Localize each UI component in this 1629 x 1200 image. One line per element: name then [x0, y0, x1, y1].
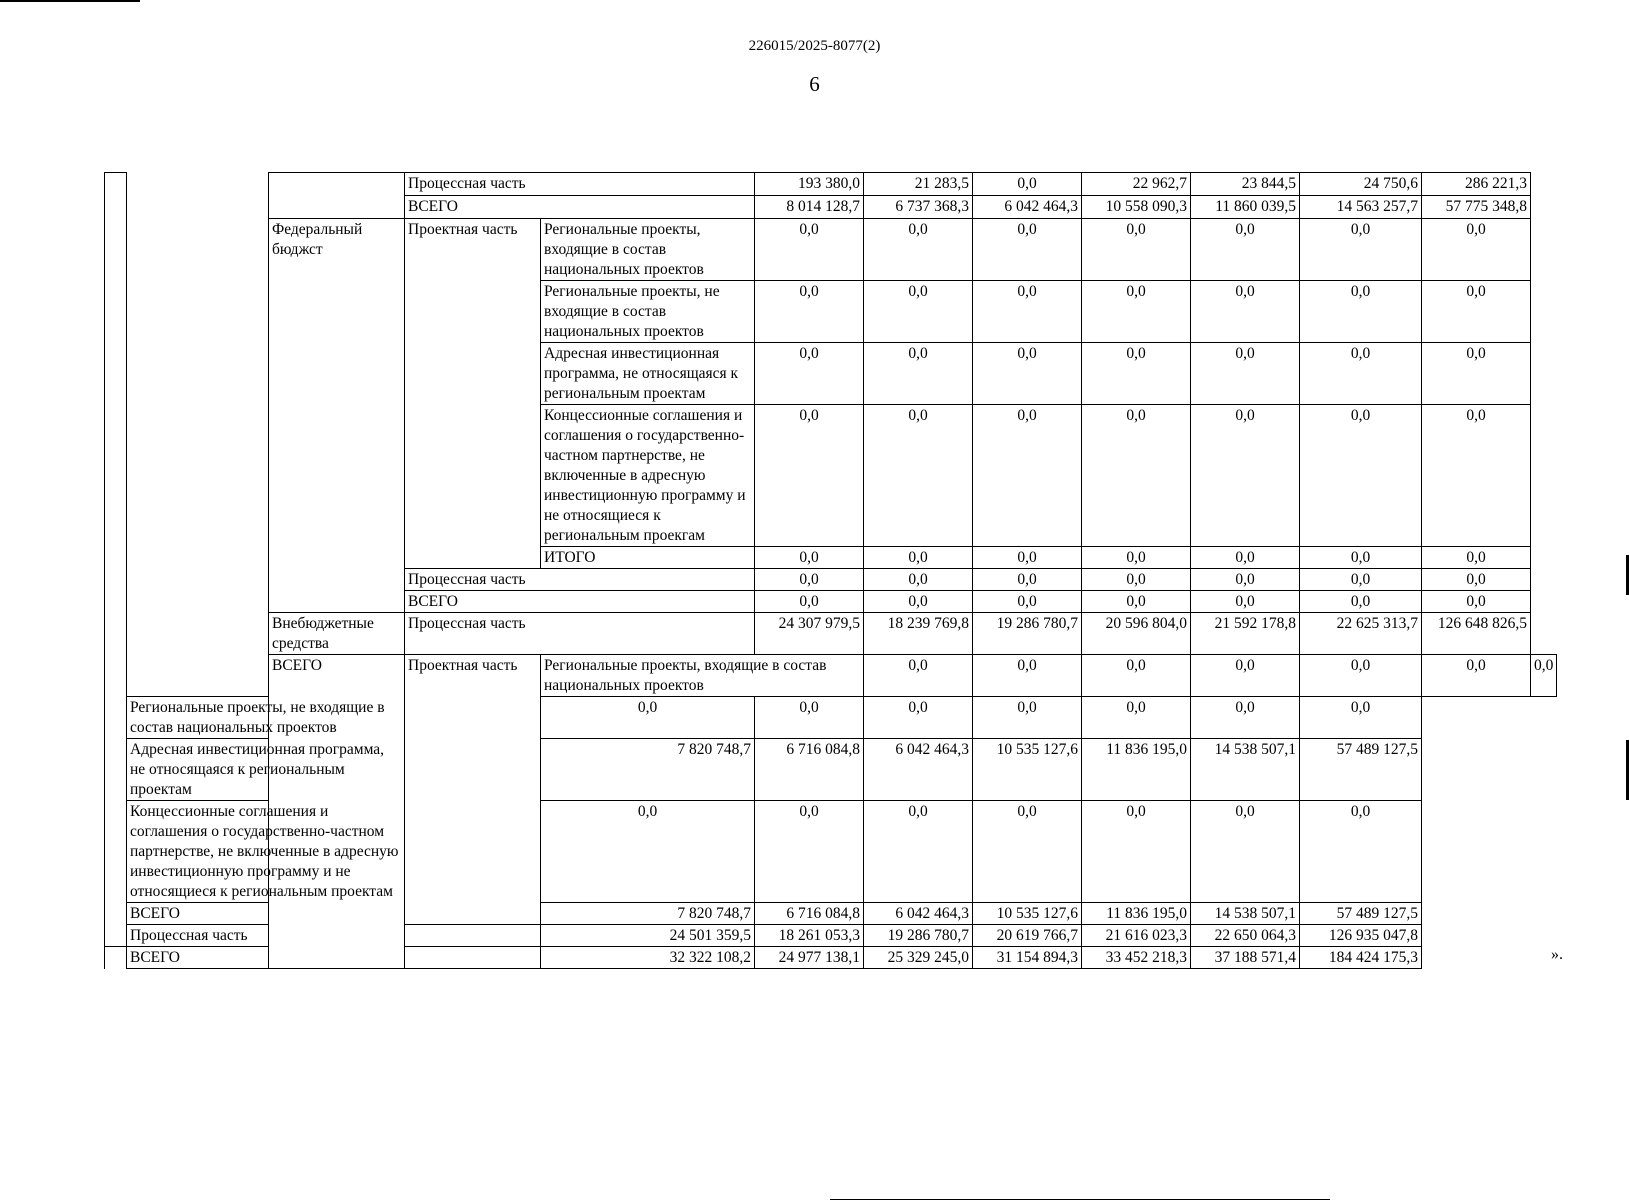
project-part-label: Проектная часть	[405, 655, 541, 925]
table-row	[105, 903, 1557, 925]
value-cell: 0,0	[1300, 591, 1422, 613]
value-cell: 0,0	[973, 801, 1082, 903]
value-cell: 57 775 348,8	[1422, 196, 1531, 219]
value-cell: 0,0	[864, 801, 973, 903]
value-cell: 33 452 218,3	[1082, 947, 1191, 969]
row-label: Региональные проекты, не входящие в состав национальных проектов	[541, 281, 755, 343]
value-cell: 24 750,6	[1300, 173, 1422, 196]
value-cell: 0,0	[1422, 219, 1531, 281]
value-cell: 0,0	[1082, 801, 1191, 903]
value-cell: 18 239 769,8	[864, 613, 973, 655]
value-cell: 0,0	[1300, 405, 1422, 547]
value-cell: 7 820 748,7	[541, 739, 755, 801]
value-cell: 0,0	[1191, 655, 1300, 697]
value-cell: 23 844,5	[1191, 173, 1300, 196]
row-label: Концессионные соглашения и соглашения о государственно-частном партнерстве, не включенные в адресную инвестиционную программу и не относящиеся к региональным проекгам	[541, 405, 755, 547]
value-cell: 25 329 245,0	[864, 947, 973, 969]
value-cell: 0,0	[973, 547, 1082, 569]
value-cell: 0,0	[973, 569, 1082, 591]
value-cell: 126 935 047,8	[1300, 925, 1422, 947]
row-label: Адресная инвестиционная программа, не относящаяся к региональным проектам	[541, 343, 755, 405]
value-cell: 14 538 507,1	[1191, 903, 1300, 925]
value-cell: 6 042 464,3	[973, 196, 1082, 219]
value-cell: 0,0	[1191, 281, 1300, 343]
value-cell: 0,0	[1191, 405, 1300, 547]
value-cell: 0,0	[1300, 219, 1422, 281]
value-cell: 0,0	[1300, 569, 1422, 591]
value-cell: 0,0	[1082, 569, 1191, 591]
row-label: Процессная часть	[405, 569, 755, 591]
table-row	[105, 655, 1557, 697]
value-cell: 0,0	[973, 281, 1082, 343]
value-cell: 0,0	[1082, 405, 1191, 547]
value-cell: 0,0	[1422, 547, 1531, 569]
row-label: Адресная инвестиционная программа, не относящаяся к региональным проектам	[127, 739, 405, 801]
value-cell: 0,0	[864, 591, 973, 613]
value-cell: 24 977 138,1	[755, 947, 864, 969]
row-label: Процессная часть	[405, 613, 755, 655]
value-cell: 0,0	[1300, 281, 1422, 343]
value-cell: 0,0	[1082, 343, 1191, 405]
value-cell: 32 322 108,2	[541, 947, 755, 969]
value-cell: 0,0	[973, 219, 1082, 281]
level2-cell	[269, 173, 405, 219]
table-row	[105, 219, 1557, 281]
value-cell: 0,0	[755, 569, 864, 591]
value-cell: 0,0	[1422, 405, 1531, 547]
value-cell: 21 592 178,8	[1191, 613, 1300, 655]
value-cell: 0,0	[973, 697, 1082, 739]
value-cell: 22 650 064,3	[1191, 925, 1300, 947]
value-cell: 10 535 127,6	[973, 903, 1082, 925]
value-cell: 0,0	[1300, 801, 1422, 903]
value-cell: 37 188 571,4	[1191, 947, 1300, 969]
table-row	[105, 697, 1557, 739]
row-label: Процессная часть	[127, 925, 541, 947]
value-cell: 0,0	[1082, 591, 1191, 613]
value-cell: 193 380,0	[755, 173, 864, 196]
value-cell: 8 014 128,7	[755, 196, 864, 219]
value-cell: 7 820 748,7	[541, 903, 755, 925]
value-cell: 11 836 195,0	[1082, 739, 1191, 801]
value-cell: 21 616 023,3	[1082, 925, 1191, 947]
value-cell: 0,0	[755, 219, 864, 281]
value-cell: 0,0	[541, 697, 755, 739]
table-row	[105, 613, 1557, 655]
value-cell: 21 283,5	[864, 173, 973, 196]
left-margin-cell	[105, 173, 127, 947]
table-row	[105, 801, 1557, 903]
value-cell: 0,0	[1422, 591, 1531, 613]
closing-quote: ».	[1551, 946, 1563, 963]
value-cell: 0,0	[864, 655, 973, 697]
value-cell: 14 563 257,7	[1300, 196, 1422, 219]
value-cell: 22 625 313,7	[1300, 613, 1422, 655]
value-cell: 0,0	[973, 655, 1082, 697]
row-label: ВСЕГО	[405, 196, 755, 219]
value-cell: 10 535 127,6	[973, 739, 1082, 801]
value-cell: 0,0	[1422, 343, 1531, 405]
value-cell: 0,0	[1300, 343, 1422, 405]
value-cell: 0,0	[973, 405, 1082, 547]
value-cell: 0,0	[1300, 655, 1422, 697]
value-cell: 0,0	[755, 405, 864, 547]
value-cell: 126 648 826,5	[1422, 613, 1531, 655]
value-cell: 0,0	[973, 343, 1082, 405]
value-cell: 0,0	[864, 219, 973, 281]
value-cell: 22 962,7	[1082, 173, 1191, 196]
value-cell: 0,0	[864, 547, 973, 569]
value-cell: 18 261 053,3	[755, 925, 864, 947]
page-number: 6	[809, 72, 820, 96]
value-cell: 0,0	[1191, 697, 1300, 739]
table-body	[105, 173, 1557, 969]
table-row	[105, 173, 1557, 196]
row-label: Процессная часть	[405, 173, 755, 196]
value-cell: 0,0	[541, 801, 755, 903]
value-cell: 0,0	[973, 591, 1082, 613]
table-row	[105, 947, 1557, 969]
budget-table	[104, 172, 1557, 969]
value-cell: 6 716 084,8	[755, 739, 864, 801]
value-cell: 19 286 780,7	[864, 925, 973, 947]
level1-cell	[127, 173, 269, 697]
value-cell: 19 286 780,7	[973, 613, 1082, 655]
value-cell: 0,0	[755, 547, 864, 569]
value-cell: 14 538 507,1	[1191, 739, 1300, 801]
value-cell: 0,0	[1300, 547, 1422, 569]
value-cell: 0,0	[1422, 569, 1531, 591]
value-cell: 0,0	[1191, 569, 1300, 591]
value-cell: 0,0	[755, 281, 864, 343]
document-number: 226015/2025-8077(2)	[748, 38, 881, 54]
value-cell: 10 558 090,3	[1082, 196, 1191, 219]
value-cell: 31 154 894,3	[973, 947, 1082, 969]
value-cell: 0,0	[1082, 697, 1191, 739]
value-cell: 20 619 766,7	[973, 925, 1082, 947]
value-cell: 0,0	[1082, 655, 1191, 697]
value-cell: 11 860 039,5	[1191, 196, 1300, 219]
value-cell: 0,0	[973, 173, 1082, 196]
row-label: Региональные проекты, входящие в состав национальных проектов	[541, 219, 755, 281]
value-cell: 0,0	[755, 591, 864, 613]
value-cell: 6 716 084,8	[755, 903, 864, 925]
value-cell: 0,0	[1082, 281, 1191, 343]
value-cell: 24 307 979,5	[755, 613, 864, 655]
value-cell: 0,0	[864, 697, 973, 739]
value-cell: 0,0	[755, 801, 864, 903]
value-cell: 0,0	[1191, 801, 1300, 903]
value-cell: 0,0	[1300, 697, 1422, 739]
value-cell: 57 489 127,5	[1300, 903, 1422, 925]
value-cell: 0,0	[1531, 655, 1557, 697]
row-label: Региональные проекты, входящие в состав национальных проектов	[541, 655, 864, 697]
value-cell: 0,0	[1191, 591, 1300, 613]
federal-budget-label: Федеральный бюджст	[269, 219, 405, 613]
table-row	[105, 925, 1557, 947]
table-row	[105, 739, 1557, 801]
row-label: ВСЕГО	[405, 591, 755, 613]
row-label: Региональные проекты, не входящие в состав национальных проектов	[127, 697, 405, 739]
value-cell: 57 489 127,5	[1300, 739, 1422, 801]
value-cell: 0,0	[864, 405, 973, 547]
value-cell: 0,0	[864, 343, 973, 405]
value-cell: 0,0	[1191, 343, 1300, 405]
value-cell: 286 221,3	[1422, 173, 1531, 196]
value-cell: 0,0	[755, 343, 864, 405]
corner-line	[0, 0, 140, 2]
value-cell: 0,0	[864, 569, 973, 591]
blank-cell	[105, 947, 127, 969]
value-cell: 0,0	[755, 697, 864, 739]
value-cell: 0,0	[1422, 655, 1531, 697]
value-cell: 0,0	[864, 281, 973, 343]
grand-total-label: ВСЕГО	[269, 655, 405, 969]
value-cell: 6 737 368,3	[864, 196, 973, 219]
offbudget-label: Внебюджетные средства	[269, 613, 405, 655]
row-label: ВСЕГО	[127, 947, 541, 969]
project-part-label: Проектная часть	[405, 219, 541, 569]
row-label: ИТОГО	[541, 547, 755, 569]
row-label: Концессионные соглашения и соглашения о государственно-частном партнерстве, не включенные в адресную инвестиционную программу и не относящиеся к региональным проектам	[127, 801, 405, 903]
value-cell: 0,0	[1191, 219, 1300, 281]
value-cell: 0,0	[1191, 547, 1300, 569]
row-label: ВСЕГО	[127, 903, 405, 925]
value-cell: 20 596 804,0	[1082, 613, 1191, 655]
value-cell: 6 042 464,3	[864, 903, 973, 925]
value-cell: 11 836 195,0	[1082, 903, 1191, 925]
value-cell: 0,0	[1422, 281, 1531, 343]
value-cell: 24 501 359,5	[541, 925, 755, 947]
value-cell: 0,0	[1082, 547, 1191, 569]
value-cell: 184 424 175,3	[1300, 947, 1422, 969]
value-cell: 6 042 464,3	[864, 739, 973, 801]
value-cell: 0,0	[1082, 219, 1191, 281]
